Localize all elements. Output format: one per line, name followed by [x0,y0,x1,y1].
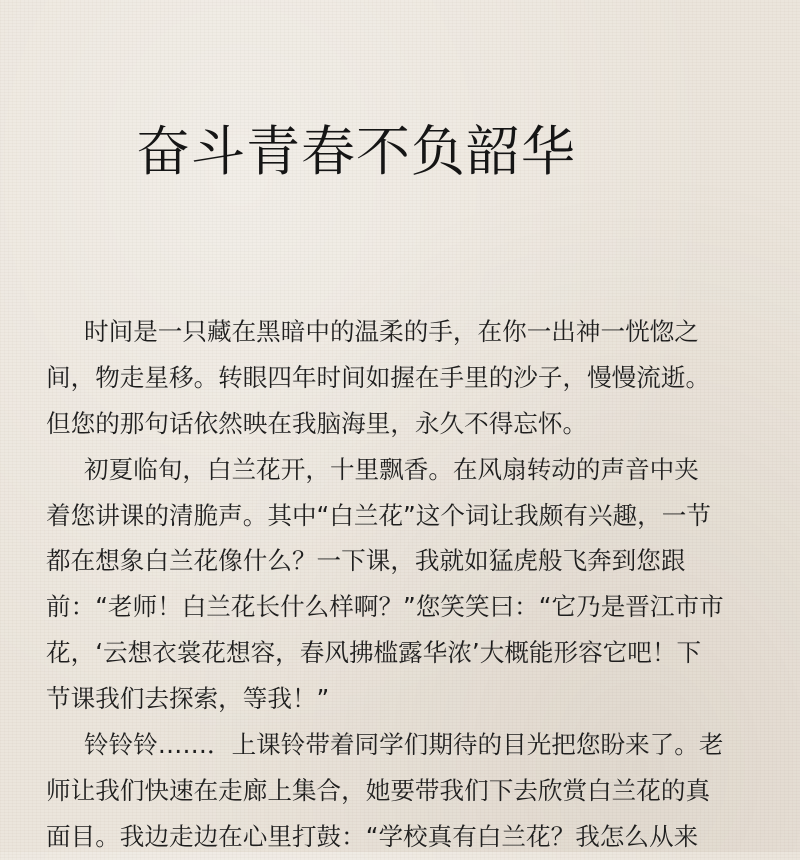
paragraph-1-line-3: 但您的那句话依然映在我脑海里，永久不得忘怀。 [46,408,588,438]
paragraph-1-line-2: 间，物走星移。转眼四年时间如握在手里的沙子，慢慢流逝。 [46,362,711,392]
paragraph-2-line-1: 初夏临旬，白兰花开，十里飘香。在风扇转动的声音中夹 [84,454,699,484]
paragraph-3-line-2: 师让我们快速在走廊上集合，她要带我们下去欣赏白兰花的真 [46,775,711,805]
paragraph-2-line-6: 节课我们去探索，等我！” [46,684,330,714]
paragraph-3-line-1: 铃铃铃……．上课铃带着同学们期待的目光把您盼来了。老 [84,730,724,760]
article-body [46,309,776,860]
article-title: 奋斗青春不负韶华 [136,120,576,183]
paragraph-2-line-5: 花，‘云想衣裳花想容，春风拂槛露华浓’大概能形容它吧！下 [46,638,702,668]
paragraph-1-line-1: 时间是一只藏在黑暗中的温柔的手，在你一出神一恍惚之 [84,317,699,346]
paragraph-2-line-3: 都在想象白兰花像什么？一下课，我就如猛虎般飞奔到您跟 [46,546,686,576]
paragraph-2-line-2: 着您讲课的清脆声。其中“白兰花”这个词让我颇有兴趣，一节 [46,500,711,530]
paragraph-3-line-3: 面目。我边走边在心里打鼓：“学校真有白兰花？我怎么从来 [46,821,699,851]
paragraph-2-line-4: 前：“老师！白兰花长什么样啊？”您笑笑曰：“它乃是晋江市市 [46,592,724,622]
